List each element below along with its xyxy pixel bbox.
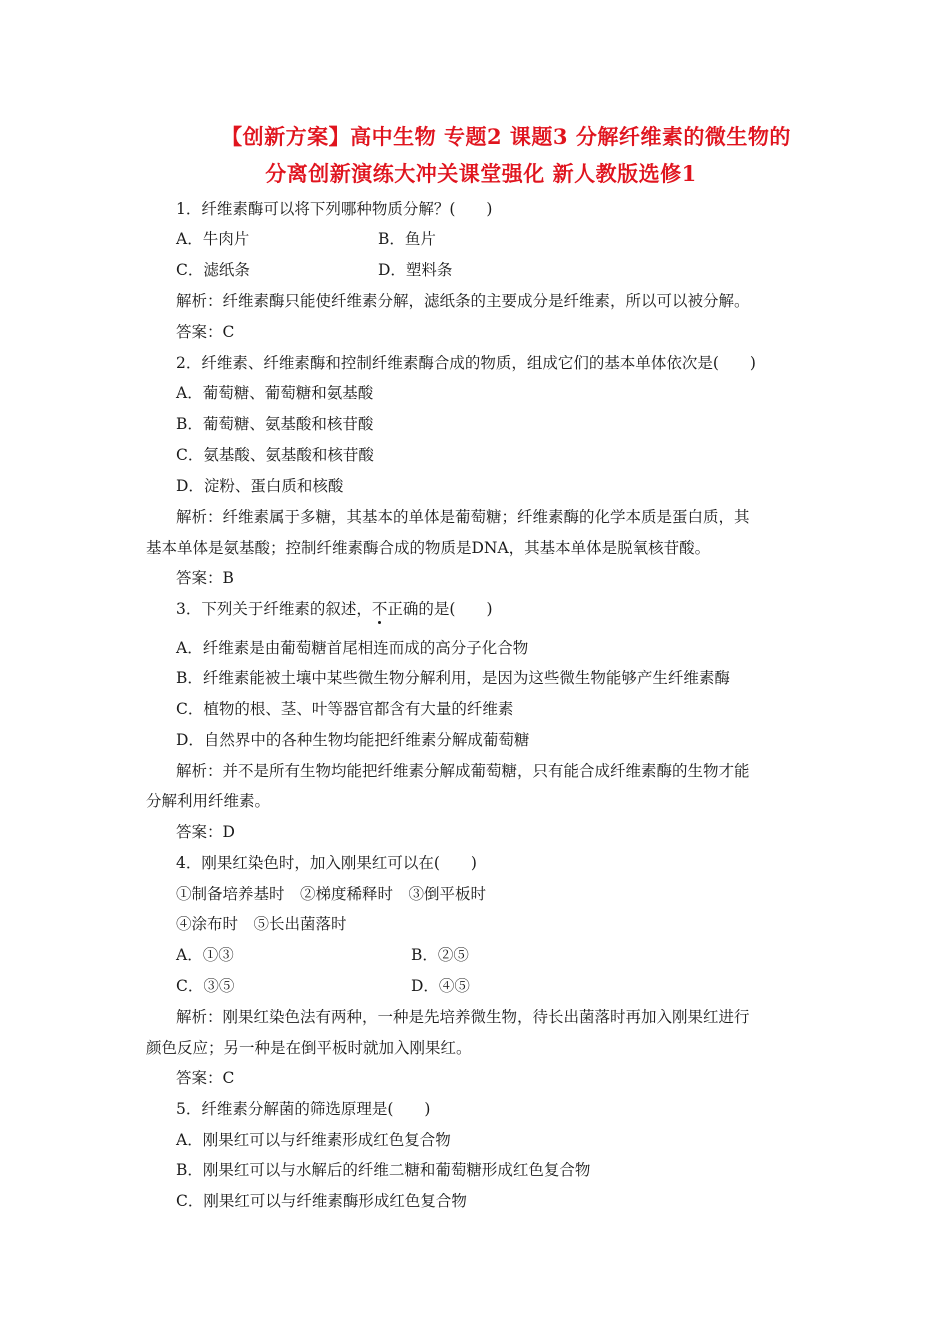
q4-analysis-line-2: 颜色反应；另一种是在倒平板时就加入刚果红。 [146,1039,472,1057]
doc-title-line-1: 【创新方案】高中生物 专题2 课题3 分解纤维素的微生物的 [221,124,791,149]
q2-stem: 2．纤维素、纤维素酶和控制纤维素酶合成的物质，组成它们的基本单体依次是( ) [176,354,756,372]
q1-option-b: B．鱼片 [378,230,436,248]
q4-answer: 答案：C [176,1069,235,1087]
q4-option-b: B．②⑤ [411,946,469,964]
q3-stem [176,599,493,619]
q2-analysis-line-1: 解析：纤维素属于多糖，其基本的单体是葡萄糖；纤维素酶的化学本质是蛋白质，其 [176,508,750,526]
q3-option-d: D．自然界中的各种生物均能把纤维素分解成葡萄糖 [176,731,530,749]
q3-option-b: B．纤维素能被土壤中某些微生物分解利用，是因为这些微生物能够产生纤维素酶 [176,669,730,687]
q2-option-d: D．淀粉、蛋白质和核酸 [176,477,344,495]
q4-option-a: A．①③ [176,946,234,964]
q3-option-a: A．纤维素是由葡萄糖首尾相连而成的高分子化合物 [176,639,529,657]
q1-answer: 答案：C [176,323,235,341]
q4-stem: 4．刚果红染色时，加入刚果红可以在( ) [176,854,477,872]
q3-analysis-line-1: 解析：并不是所有生物均能把纤维素分解成葡萄糖，只有能合成纤维素酶的生物才能 [176,762,750,780]
q1-option-a: A．牛肉片 [176,230,250,248]
q5-stem: 5．纤维素分解菌的筛选原理是( ) [176,1100,431,1118]
q5-option-b: B．刚果红可以与水解后的纤维二糖和葡萄糖形成红色复合物 [176,1161,591,1179]
q3-option-c: C．植物的根、茎、叶等器官都含有大量的纤维素 [176,700,514,718]
q3-analysis-line-2: 分解利用纤维素。 [146,792,271,810]
q4-analysis-line-1: 解析：刚果红染色法有两种，一种是先培养微生物，待长出菌落时再加入刚果红进行 [176,1008,750,1026]
q1-option-d: D．塑料条 [378,261,453,279]
q2-option-b: B．葡萄糖、氨基酸和核苷酸 [176,415,374,433]
q3-stem-pre: 3．下列关于纤维素的叙述， [176,600,372,618]
q1-stem: 1．纤维素酶可以将下列哪种物质分解？( ) [176,200,493,218]
q4-option-d: D．④⑤ [411,977,470,995]
q4-items-line-2: ④涂布时 ⑤长出菌落时 [176,915,347,933]
q3-stem-emphasis: 不 [371,600,388,618]
q3-stem-post: 正确的是( ) [387,600,493,618]
q4-items-line-1: ①制备培养基时 ②梯度稀释时 ③倒平板时 [176,885,487,903]
q3-answer: 答案：D [176,823,235,841]
q2-answer: 答案：B [176,569,234,587]
q2-option-c: C．氨基酸、氨基酸和核苷酸 [176,446,374,464]
q1-analysis: 解析：纤维素酶只能使纤维素分解，滤纸条的主要成分是纤维素，所以可以被分解。 [176,292,750,310]
doc-title-line-2: 分离创新演练大冲关课堂强化 新人教版选修1 [265,161,697,186]
q4-option-c: C．③⑤ [176,977,235,995]
q1-option-c: C．滤纸条 [176,261,250,279]
q2-option-a: A．葡萄糖、葡萄糖和氨基酸 [176,384,374,402]
q5-option-a: A．刚果红可以与纤维素形成红色复合物 [176,1131,451,1149]
q2-analysis-line-2: 基本单体是氨基酸；控制纤维素酶合成的物质是DNA，其基本单体是脱氧核苷酸。 [146,539,711,557]
q5-option-c: C．刚果红可以与纤维素酶形成红色复合物 [176,1192,467,1210]
